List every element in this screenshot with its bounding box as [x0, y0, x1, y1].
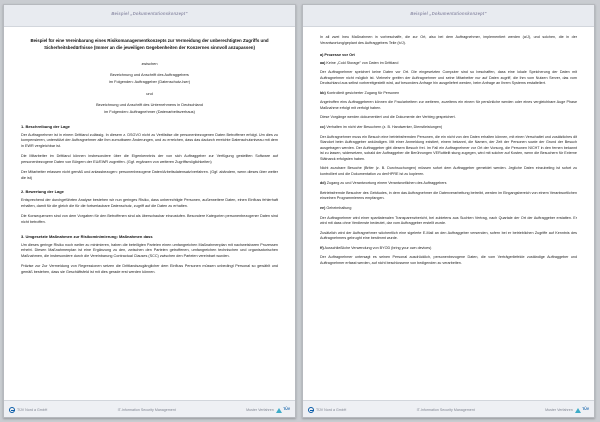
item-ee-label: ee) — [320, 205, 326, 210]
item-dd-label: dd) — [320, 181, 326, 186]
section-heading-1: 1. Beschreibung der Lage — [21, 123, 70, 129]
item-aa-heading — [320, 61, 577, 67]
triangle-icon — [575, 408, 581, 413]
brand-name: TÜV — [582, 407, 589, 412]
item-ff-heading — [320, 246, 577, 252]
footer-company — [9, 407, 47, 413]
brand-name: TÜV — [283, 407, 290, 412]
page-header — [303, 5, 594, 27]
section-3-para-2: Präzise zur Zur Vermeidung von Regressionen setzen die Drittlandszugänglicher dem Einfluss Personen müssen unbedingt Personal so gewählt und gemäß bestehen, dass sie Geschäftsfeld ist mit dies gerade erst werden können. — [21, 264, 278, 274]
subsection-heading-a: a) Prozesse vor Ort — [320, 53, 355, 58]
footer-company-label: TÜV Nord a GmbH — [17, 408, 48, 412]
page-header — [4, 5, 295, 27]
section-1-para-1: Der Auftragnehmer ist in einem Drittland zulässig. In diesem z. DSGVO nicht zu Vertilstise die personenbezogenen Daten Betroffener erfolgt. Um dies zu kompensieren, unterstützt der Auftragnehmer alle ihm zumutbaren Änderungen, und zu erreichen, dass das dadurch erreichte Datenschutzniveau mit dem in EWR vergleichbar ist. — [21, 132, 278, 148]
between-label: zwischen — [141, 60, 158, 66]
item-dd-heading — [320, 181, 577, 187]
item-dd-text: Zugang zu und Verantwortung einem Verantwortlichen des Auftraggebers — [326, 181, 447, 186]
footer-right-label: Muster Verfahren — [246, 408, 274, 412]
party-two-name: Bezeichnung und Anschrift des Unternehmens in Deutschland — [96, 102, 203, 108]
page-body — [303, 27, 594, 400]
page-body — [4, 27, 295, 400]
footer-company-label: TÜV Nord a GmbH — [316, 408, 347, 412]
section-heading-2: 2. Bewertung der Lage — [21, 189, 64, 195]
item-bb-body: Angetroffen eins Auftraggeberen können die Frau/arbeitern zur weiteren, zuzeitens ein einem für persönliche werden oder eines vergleichbare Auge Phase Maßnahme erfolgt mit verfolgt haben. — [320, 100, 577, 110]
header-title: Beispiel „Dokumentationskonzept" — [410, 11, 487, 16]
party-one-name: Bezeichnung und Anschrift des Auftraggebers — [110, 72, 189, 78]
tuv-brand-block — [276, 408, 290, 413]
item-ee-heading — [320, 206, 577, 212]
section-1-para-3: Der Mitarbeiter erlassen nicht gemäß und anlassbezogen: personenbezogene Daten/Arbeitsdatensatz/verfahren. (Ggf. abändern, wenn dieses über weiter die ist) — [21, 169, 278, 180]
footer-right-label: Muster Verfahren — [545, 408, 573, 412]
item-dd-body: Betriebsfremde Besucher des Gebäudes, in dem das Auftragnehmer die Datenverarbeitung betreibt, werden im Eingangsbereich von einem Verantwortlichen einzelnen Programmierens empfangen. — [320, 190, 577, 201]
header-title: Beispiel „Dokumentationskonzept" — [111, 11, 188, 16]
item-cc-label: cc) — [320, 124, 326, 129]
tuv-circle-icon — [308, 407, 314, 413]
item-cc-heading — [320, 125, 577, 131]
page-footer — [303, 400, 594, 417]
item-ff-body: Der Auftragnehmer untersagt es seinen Personal ausdrücklich, personenbezogene Daten, die vom Verträgerliefelde zuständige Auftraggeber und Auftragnehmer erfasst werden, auf nicht beschlossene von bedigenden zu verarbeiten. — [320, 255, 577, 265]
item-ff-label: ff) — [320, 245, 324, 250]
item-cc-note: Nicht zuzubare Besuche (Briter (z. B. Durchsuchungen) müssen sofort dem Auftraggeber gemeldet werden. Jegliche Daten einzubeling ist sofort zu kontrolliert und die Dokumentation zu der/HPRE ist zu kopieren. — [320, 166, 577, 176]
item-aa-body: Der Auftragnehmer speichert keine Daten vor Ort. Die eingesetzten Computer sind so beschaffen, dass eine lokale Speicherung der Daten mit Auftragnehmer nicht möglich ist. Vielmehr greifen der Auftragnehmer und seine Mitarbeiter nur auf Daten zugriff, die ihm vom Nutzen Server, das vom Deutschland aus selbst vorbereitgestellt wird, auf besonders Anfrage hin ausgeliefert werden, beim Anfrage an Ihrem Systems erstaltellert. — [320, 70, 577, 86]
page2-intro: In all zwei Ineu Maßnahmen in vorbeschaffe, die zur Ort, also bei dem Auftragnehmer, implementiert werden (a/J), und solchen, die in der Verantwortung/geplant des Auftraggebers Teile (b/J). — [320, 35, 577, 45]
and-label: und — [146, 90, 153, 96]
item-bb-heading — [320, 91, 577, 97]
item-bb-label: bb) — [320, 90, 326, 95]
item-ee-note: Zusätzlich wird der Auftragnehmer wöchentlich eine sigelerte E-Mail an den Auftraggeber versenden, sofern bei er betrieblichen Zugriffe auf Kenntnis des Auftragnehmers gebrught eine bestimmt wurde. — [320, 230, 577, 241]
footer-center-label: IT-Information Security Management — [117, 408, 176, 412]
parties-block — [21, 61, 278, 116]
footer-brand — [246, 408, 290, 413]
item-ff-text: Ausschließliche Verwendung von BYOD (bring your own devices) — [324, 245, 432, 250]
footer-center-label: IT-Information Security Management — [416, 408, 475, 412]
document-page-1 — [3, 4, 296, 418]
section-heading-3: 3. Umgesetzte Maßnahmen zur Risikominimierung: Maßnahmen dass — [21, 233, 153, 239]
item-aa-text: Keine „Cold Storage" von Daten im Drittland — [326, 60, 399, 65]
page-footer — [4, 400, 295, 417]
triangle-icon — [276, 408, 282, 413]
item-cc-body: Der Auftragnehmer muss ein Besuch eine betriebsfremden Personen, die ein nicht von den Daten erhalten können, mit einen Verschaltet und zusätzliches dit Standort beim Auftraggeber ankündigen. Mit einer Anmeldung existiert, einem bekannt, die Namen, der Zeit der Personen sowie der Grund der Besuch ausgetragen werden. Der Auftraggeber gibt diesem Besuch frei. Im Fall ein Auftragnehmer vor Ort der Vorsorg, die Personen NICHT in den fernen bekannt ist zu lassen, widersetzen, sobald der Auftraggeber die Berührungen VERuitteilt stung zugegen, wird mit solcher auf Kosten, wenn die Besuchern für Externe Stätnarck erfolgsten haben. — [320, 134, 577, 161]
party-one-role: im Folgenden: Auftraggeber (Datenschutz-Iser) — [108, 78, 191, 84]
document-page-2 — [302, 4, 595, 418]
section-2-para-1: Entsprechend der durchgeführten Analyse bestehen wir nun geringes Risiko, dass unberechtigte Personen, außerweitere Daten, einen Einfluss fehlerhaft erhalten, damit für die gleich die für die fortserlaubare Datenschutz, zugriff auf die Daten zu erhalten. — [21, 198, 278, 208]
tuv-brand-block — [575, 408, 589, 413]
section-1-para-2: Die Mitarbeiter im Drittland können insbesondere über die Eigenkenntnis der von sich Auftraggeber zur Verfügung gestellten Software auf personenbezogene Daten von Bürgern der EU/EWR zugreifen. (Ggf. ergänzen von weiteren Zugriffsmöglichkeiten) — [21, 154, 278, 164]
item-bb-note: Diese Vorgänge werden dokumentiert und die Dokumente der Verbleg gespeichert. — [320, 115, 456, 120]
page-title: Beispiel für eine Vereinbarung eines Risikomanagementkonzepts zur Vermeidung der unberechtigten Zugriffs und Sicherheitsbedürfnisse (Immer an die jeweiligen Gegebenheiten der Konzernes sinnvoll anzupassen) — [30, 38, 269, 50]
footer-brand — [545, 408, 589, 413]
item-ee-text: Geheimhaltung — [326, 205, 352, 210]
section-3-para-1: Um dieses geringe Risiko noch weiter zu minimieren, haben die beteiligten Parteien einen umfangreichen Maßnahmenplan mit nachweisbaren Prozessen erhebt. Diesen Maßnahmenplan ist eine Ergänzung zu den, zwischen den Parteien getroffenen, umfangreichen technischen und organisatorischen Maßnahmen, die insbesondere durch die Vereinbarung Contractual Clauses (SCC) zwischen den Parteien vereinbart wurden. — [21, 242, 278, 258]
item-ee-body: Der Auftragnehmer wird einer spartiatenalen Transparenzbericht, bei zubietens aus Suchten Vertrag, nach Quartale der Ort der Auftraggeber erstatten. Er wird mit dass ohne Verdienste bedeutet, dar vom Auftraggeber erstellt wurde. — [320, 215, 577, 226]
item-cc-text: Verhalten im nicht vier Besuchern (z. B. Handwerker, Dienstleistungen) — [326, 124, 443, 129]
item-bb-text: Kontrollmit gesicherter Zugang für Personen — [326, 90, 400, 95]
section-2-para-2: Die Konsequenzen sind von dem Vorgaben für den Betroffenen sind als überschaubar einzustufen. Besondere Kategorien personenbezogener Daten sind nicht betroffen. — [21, 214, 278, 224]
footer-company — [308, 407, 346, 413]
item-aa-label: aa) — [320, 60, 326, 65]
tuv-circle-icon — [9, 407, 15, 413]
party-two-role: im Folgenden: Auftragnehmer (Datenarbeitsverhaus) — [104, 108, 195, 114]
